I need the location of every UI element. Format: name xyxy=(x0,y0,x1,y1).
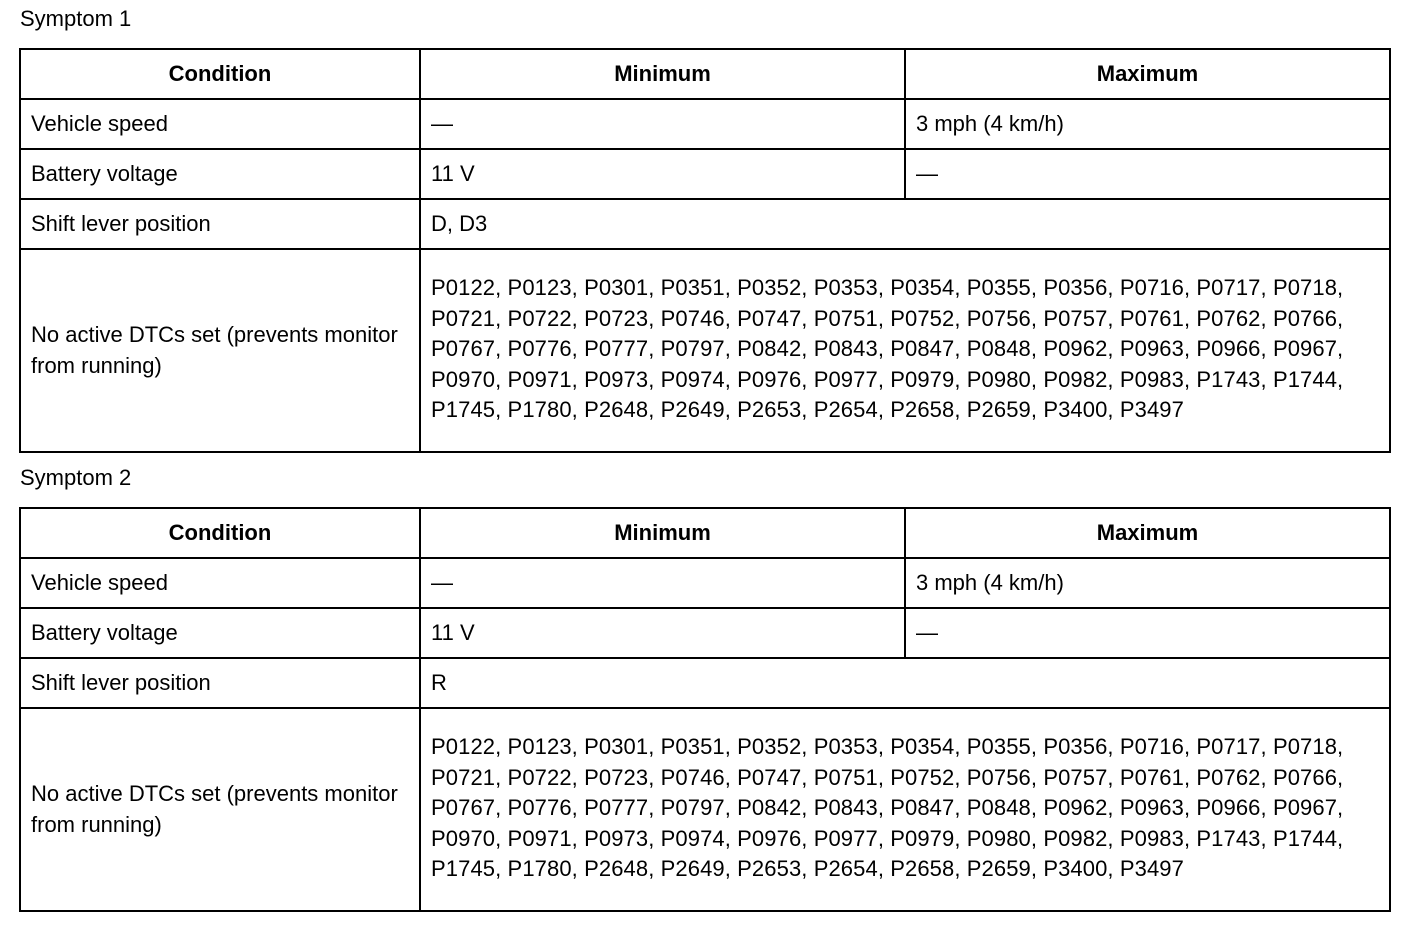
minimum-header: Minimum xyxy=(420,49,905,99)
condition-label: Battery voltage xyxy=(20,149,420,199)
condition-label: No active DTCs set (prevents monitor from running) xyxy=(20,708,420,911)
maximum-value: — xyxy=(905,608,1390,658)
symptom-2-heading: Symptom 2 xyxy=(20,465,132,490)
minimum-value: 11 V xyxy=(420,149,905,199)
minimum-value: 11 V xyxy=(420,608,905,658)
table-row-no-dtcs xyxy=(20,708,1390,911)
condition-label: No active DTCs set (prevents monitor from running) xyxy=(20,249,420,452)
dtc-list: P0122, P0123, P0301, P0351, P0352, P0353, P0354, P0355, P0356, P0716, P0717, P0718, P0721, P0722, P0723, P0746, P0747, P0751, P0752, P0756, P0757, P0761, P0762, P0766, P0767, P0776, P0777, P0797, P0842, P0843, P0847, P0848, P0962, P0963, P0966, P0967, P0970, P0971, P0973, P0974, P0976, P0977, P0979, P0980, P0982, P0983, P1743, P1744, P1745, P1780, P2648, P2649, P2653, P2654, P2658, P2659, P3400, P3497 xyxy=(420,249,1390,452)
condition-label: Vehicle speed xyxy=(20,558,420,608)
condition-label: Shift lever position xyxy=(20,658,420,708)
condition-label: Battery voltage xyxy=(20,608,420,658)
maximum-value: — xyxy=(905,149,1390,199)
dtc-list: P0122, P0123, P0301, P0351, P0352, P0353, P0354, P0355, P0356, P0716, P0717, P0718, P0721, P0722, P0723, P0746, P0747, P0751, P0752, P0756, P0757, P0761, P0762, P0766, P0767, P0776, P0777, P0797, P0842, P0843, P0847, P0848, P0962, P0963, P0966, P0967, P0970, P0971, P0973, P0974, P0976, P0977, P0979, P0980, P0982, P0983, P1743, P1744, P1745, P1780, P2648, P2649, P2653, P2654, P2658, P2659, P3400, P3497 xyxy=(420,708,1390,911)
maximum-value: 3 mph (4 km/h) xyxy=(905,99,1390,149)
table-header-row xyxy=(20,49,1390,99)
shift-lever-value: D, D3 xyxy=(420,199,1390,249)
condition-header: Condition xyxy=(20,49,420,99)
maximum-value: 3 mph (4 km/h) xyxy=(905,558,1390,608)
maximum-header: Maximum xyxy=(905,508,1390,558)
table-header-row xyxy=(20,508,1390,558)
table-row-vehicle-speed xyxy=(20,558,1390,608)
minimum-value: — xyxy=(420,558,905,608)
condition-header: Condition xyxy=(20,508,420,558)
maximum-header: Maximum xyxy=(905,49,1390,99)
table-row-battery-voltage xyxy=(20,149,1390,199)
table-row-battery-voltage xyxy=(20,608,1390,658)
symptom-1-table xyxy=(19,48,1391,453)
table-row-no-dtcs xyxy=(20,249,1390,452)
minimum-header: Minimum xyxy=(420,508,905,558)
table-row-vehicle-speed xyxy=(20,99,1390,149)
condition-label: Shift lever position xyxy=(20,199,420,249)
table-row-shift-lever xyxy=(20,199,1390,249)
condition-label: Vehicle speed xyxy=(20,99,420,149)
symptom-1-heading: Symptom 1 xyxy=(20,6,132,31)
symptom-2-table xyxy=(19,507,1391,912)
minimum-value: — xyxy=(420,99,905,149)
shift-lever-value: R xyxy=(420,658,1390,708)
table-row-shift-lever xyxy=(20,658,1390,708)
